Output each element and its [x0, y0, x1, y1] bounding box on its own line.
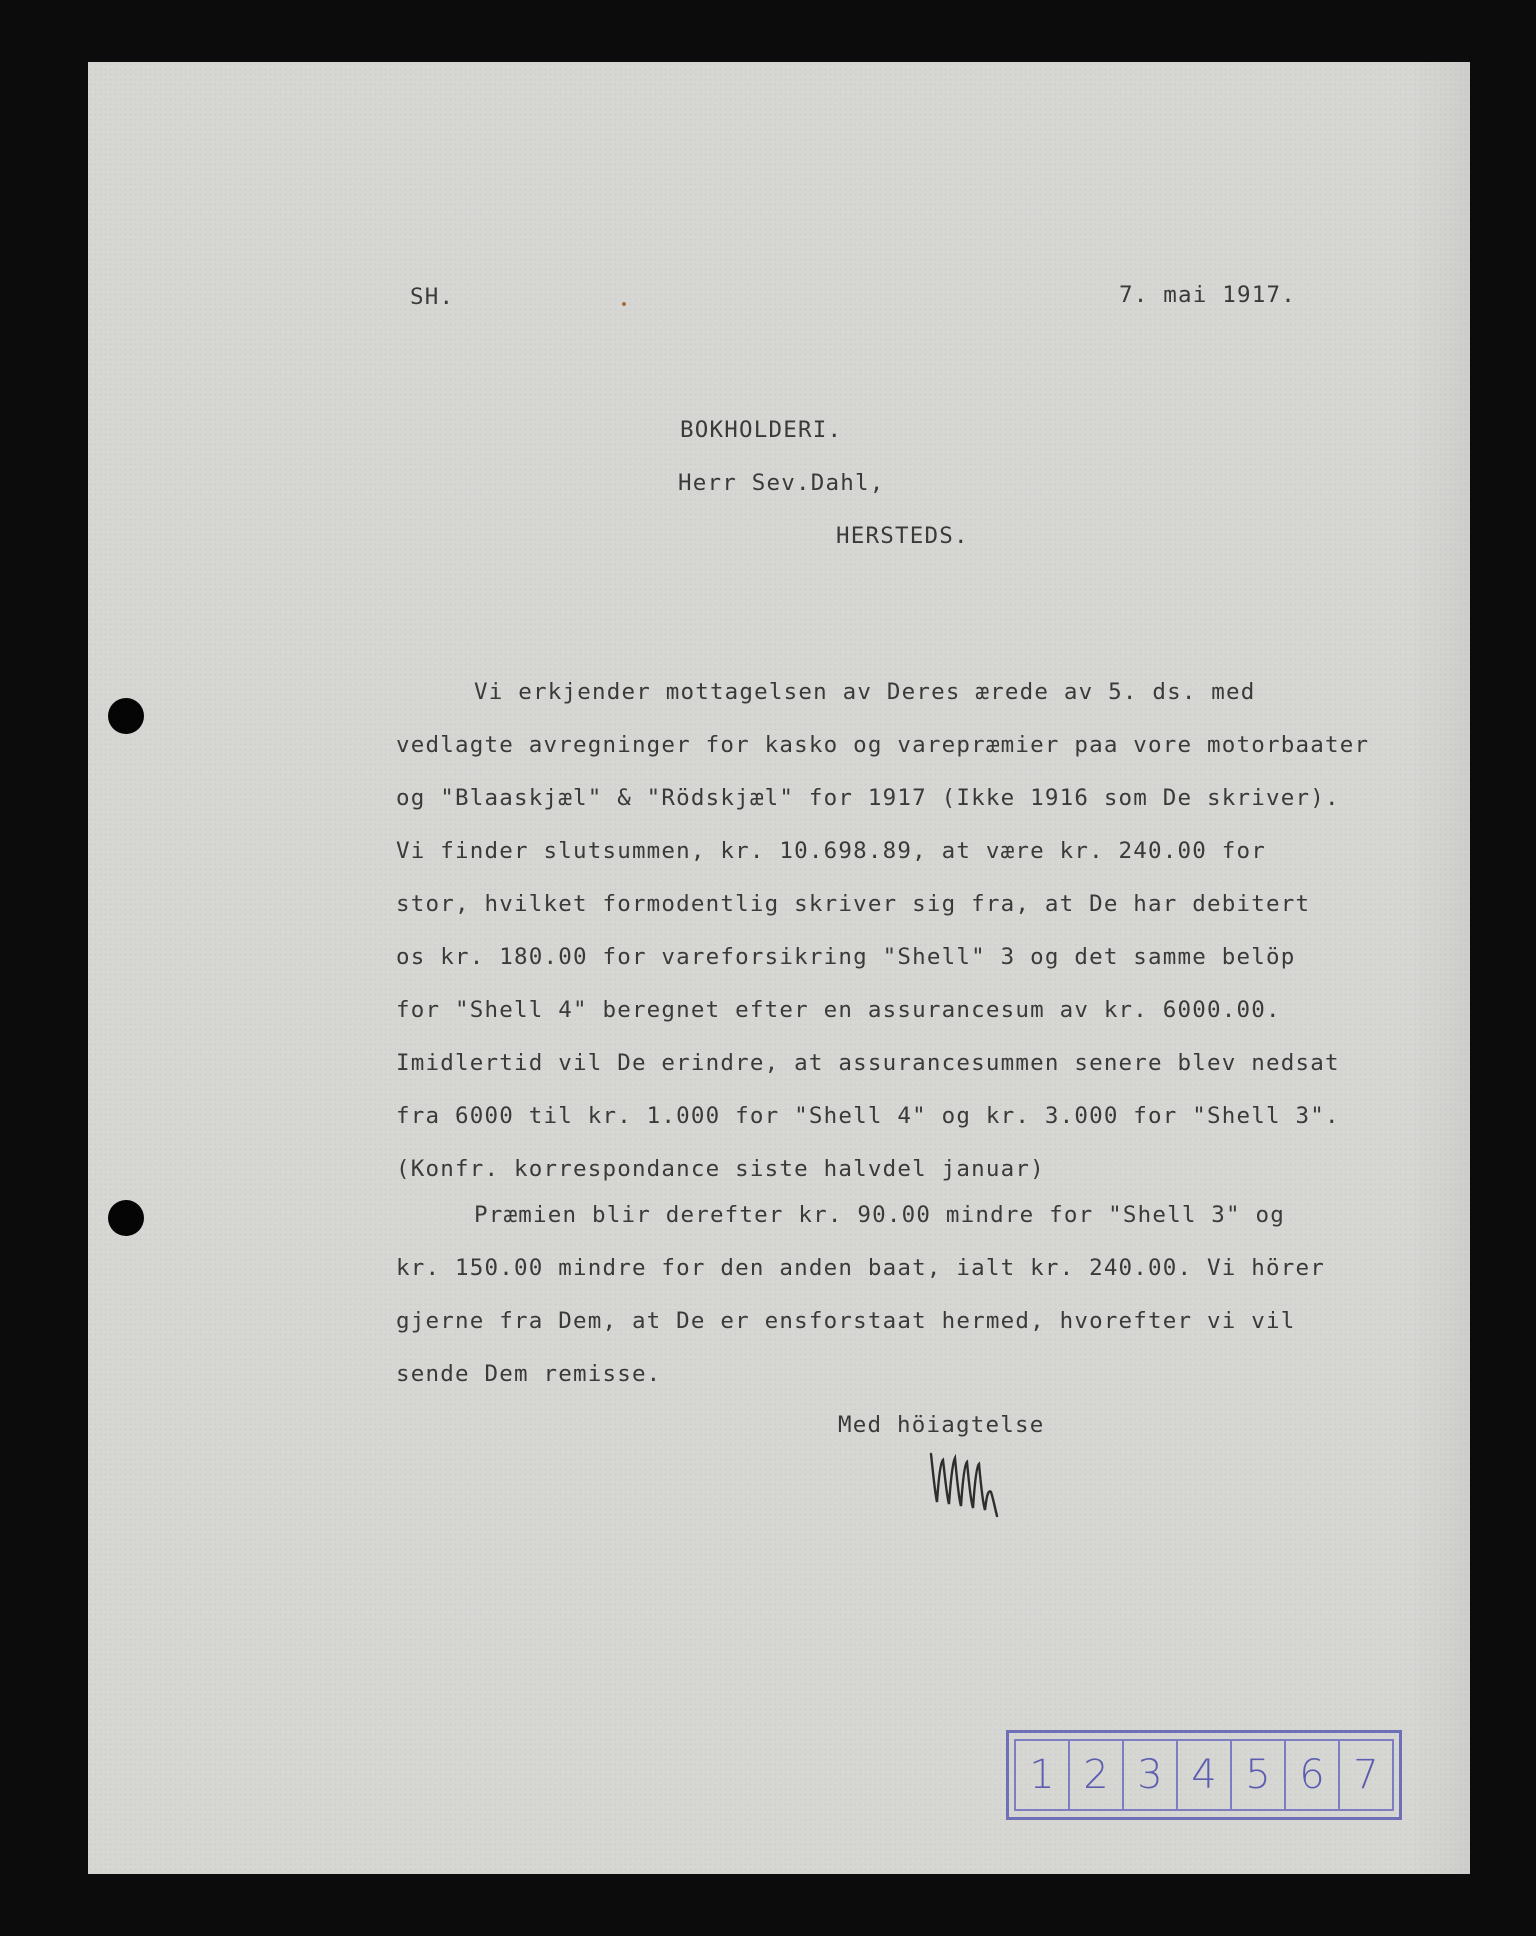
punch-hole-bottom: [108, 1200, 144, 1236]
stamp-number: 2: [1068, 1739, 1124, 1811]
stamp-number: 5: [1230, 1739, 1286, 1811]
stamp-number: 1: [1014, 1739, 1070, 1811]
body-line: og "Blaaskjæl" & "Rödskjæl" for 1917 (Ikke 1916 som De skriver).: [396, 785, 1340, 811]
body-line: fra 6000 til kr. 1.000 for "Shell 4" og kr. 3.000 for "Shell 3".: [396, 1103, 1340, 1129]
body-line: sende Dem remisse.: [396, 1361, 662, 1387]
stamp-number: 3: [1122, 1739, 1178, 1811]
closing-greeting: Med höiagtelse: [838, 1412, 1045, 1438]
recipient-department: BOKHOLDERI.: [680, 417, 843, 443]
punch-hole-top: [108, 698, 144, 734]
stamp-number: 7: [1338, 1739, 1394, 1811]
body-line: (Konfr. korrespondance siste halvdel januar): [396, 1156, 1045, 1182]
body-line: stor, hvilket formodentlig skriver sig fra, at De har debitert: [396, 891, 1311, 917]
body-line: os kr. 180.00 for vareforsikring "Shell" 3 og det samme belöp: [396, 944, 1296, 970]
ink-speck: [622, 302, 626, 306]
stamp-number: 4: [1176, 1739, 1232, 1811]
recipient-location: HERSTEDS.: [836, 523, 969, 549]
archive-stamp: [1006, 1730, 1402, 1820]
body-line: gjerne fra Dem, at De er ensforstaat hermed, hvorefter vi vil: [396, 1308, 1296, 1334]
body-line: kr. 150.00 mindre for den anden baat, ialt kr. 240.00. Vi hörer: [396, 1255, 1326, 1281]
handwritten-signature: [925, 1432, 1005, 1522]
body-line: Vi erkjender mottagelsen av Deres ærede av 5. ds. med: [474, 679, 1256, 705]
recipient-name: Herr Sev.Dahl,: [678, 470, 885, 496]
sender-initials: SH.: [410, 284, 455, 310]
body-line: Vi finder slutsummen, kr. 10.698.89, at være kr. 240.00 for: [396, 838, 1267, 864]
body-line: Imidlertid vil De erindre, at assurancesummen senere blev nedsat: [396, 1050, 1340, 1076]
letter-date: 7. mai 1917.: [1119, 282, 1296, 308]
body-line: vedlagte avregninger for kasko og varepræmier paa vore motorbaater: [396, 732, 1370, 758]
body-line: Præmien blir derefter kr. 90.00 mindre for "Shell 3" og: [474, 1202, 1286, 1228]
body-line: for "Shell 4" beregnet efter en assurancesum av kr. 6000.00.: [396, 997, 1281, 1023]
stamp-number: 6: [1284, 1739, 1340, 1811]
paper-shading: [1410, 62, 1470, 1874]
